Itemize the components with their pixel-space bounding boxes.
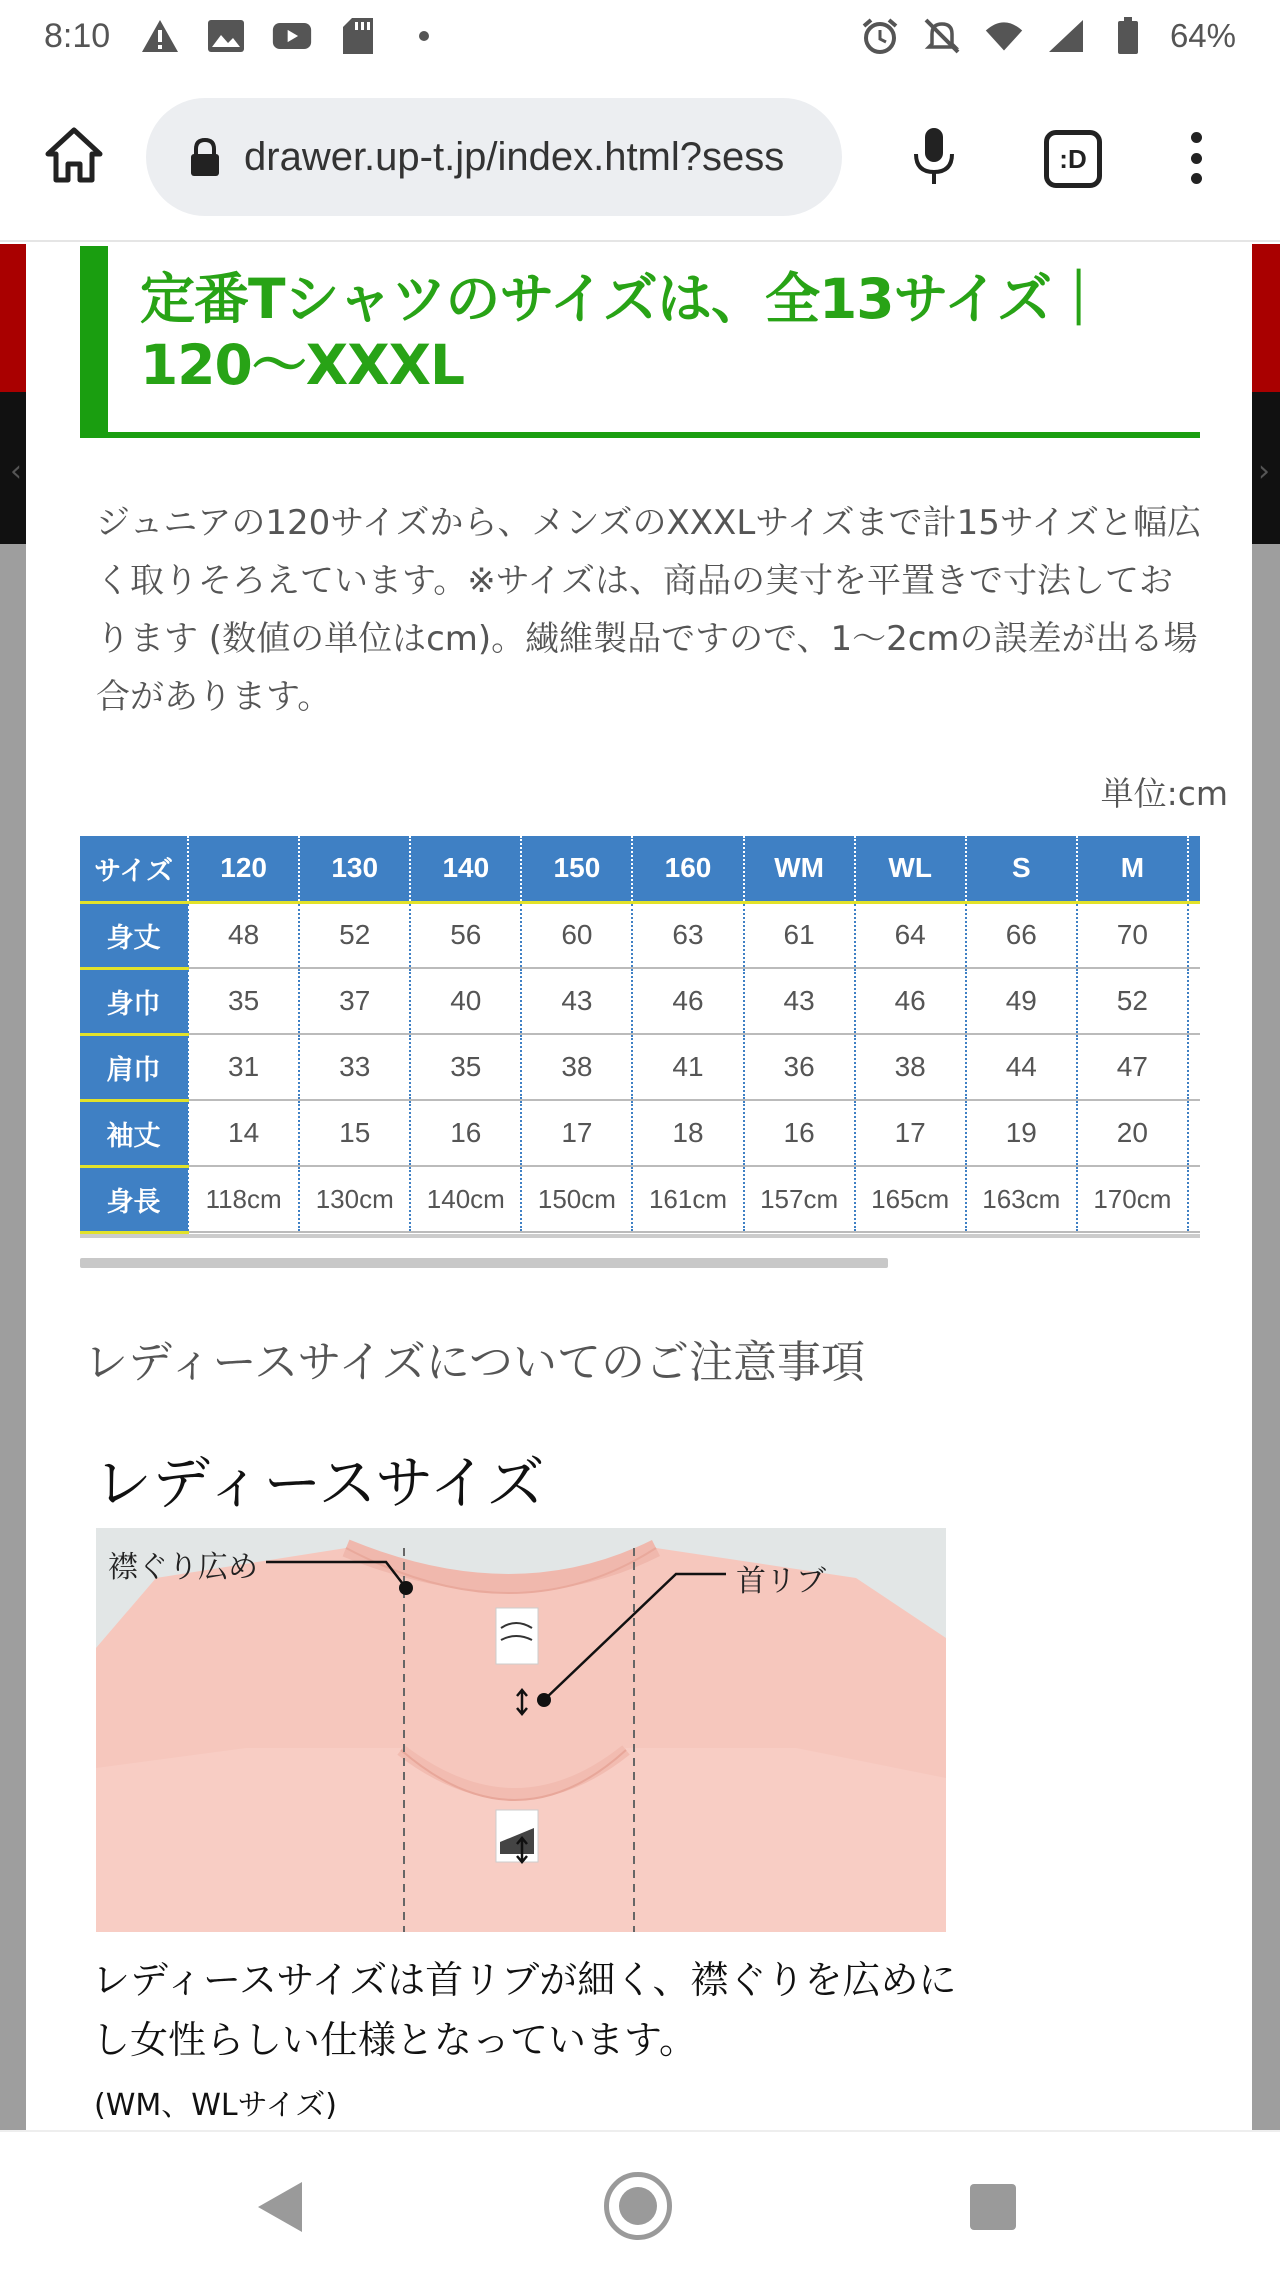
section-heading [80,246,1200,438]
table-cell: 70 [1077,902,1188,968]
row-header: 肩巾 [80,1034,188,1100]
table-cell: 44 [966,1034,1077,1100]
table-cell [1188,1100,1200,1166]
youtube-icon [272,16,312,56]
table-cell: 49 [966,968,1077,1034]
table-cell: 60 [521,902,632,968]
row-header: 身丈 [80,902,188,968]
column-header: 150 [521,836,632,902]
table-cell: 33 [299,1034,410,1100]
signal-icon [1046,16,1086,56]
neckline-label: 襟ぐり広め [108,1550,258,1585]
battery-percentage: 64% [1169,17,1236,54]
ladies-caption-sizes: (WM、WLサイズ) [94,2088,337,2123]
status-bar [0,0,1280,72]
dot-icon [404,16,444,56]
table-cell: 20 [1077,1100,1188,1166]
web-page [0,244,1280,2130]
microphone-icon[interactable] [904,124,964,188]
table-cell: 37 [299,968,410,1034]
alarm-icon [860,16,900,56]
table-cell: 47 [1077,1034,1188,1100]
table-row [80,1100,1200,1166]
row-header: 袖丈 [80,1100,188,1166]
column-header: WM [744,836,855,902]
table-cell: 170cm [1077,1166,1188,1232]
ladies-caption: レディースサイズは首リブが細く、襟ぐりを広めにし女性らしい仕様となっています。 [92,1958,957,2062]
mute-icon [922,16,962,56]
unit-label: 単位:cm [1100,774,1228,813]
sd-card-icon [338,16,378,56]
table-cell: 48 [188,902,299,968]
table-cell: 41 [632,1034,743,1100]
column-header: WL [855,836,966,902]
table-corner-header: サイズ [80,836,188,902]
back-icon[interactable] [256,2180,304,2238]
tab-switcher-button[interactable]: :D [1044,130,1102,188]
address-bar[interactable] [146,98,842,216]
table-cell: 38 [521,1034,632,1100]
table-cell: 56 [410,902,521,968]
image-icon [206,16,246,56]
table-cell: 35 [188,968,299,1034]
column-header [1188,836,1200,902]
table-cell: 38 [855,1034,966,1100]
table-cell: 14 [188,1100,299,1166]
row-header: 身長 [80,1166,188,1232]
table-header-row [80,836,1200,902]
neck-rib-label: 首リブ [736,1564,826,1599]
column-header: S [966,836,1077,902]
table-cell: 40 [410,968,521,1034]
section-heading-text: 定番Tシャツのサイズは、全13サイズ｜120〜XXXL [140,267,1106,397]
table-cell: 52 [1077,968,1188,1034]
table-cell: 16 [744,1100,855,1166]
table-cell: 18 [632,1100,743,1166]
ladies-size-title: レディースサイズ [94,1449,545,1517]
column-header: 140 [410,836,521,902]
table-cell: 118cm [188,1166,299,1232]
table-cell: 46 [855,968,966,1034]
table-cell: 43 [521,968,632,1034]
table-cell [1188,968,1200,1034]
table-cell: 19 [966,1100,1077,1166]
battery-icon [1108,16,1148,56]
status-time: 8:10 [44,16,111,55]
chevron-left-icon[interactable]: ‹ [10,454,22,489]
recent-apps-icon[interactable] [970,2184,1016,2230]
lock-icon [188,137,222,177]
table-cell: 140cm [410,1166,521,1232]
table-cell: 15 [299,1100,410,1166]
row-header: 身巾 [80,968,188,1034]
size-description: ジュニアの120サイズから、メンズのXXXLサイズまで計15サイズと幅広く取りそろえています。※サイズは、商品の実寸を平置きで寸法しております (数値の単位はcm)。繊維製品ですので、1〜2cmの誤差が出る場合があります。 [96,503,1202,717]
table-cell: 16 [410,1100,521,1166]
wifi-icon [984,16,1024,56]
home-icon[interactable] [42,124,106,188]
table-cell: 46 [632,968,743,1034]
url-text: drawer.up-t.jp/index.html?sess [244,134,785,179]
table-row [80,902,1200,968]
table-cell: 150cm [521,1166,632,1232]
android-navigation-bar [0,2130,1280,2276]
table-cell: 31 [188,1034,299,1100]
table-cell [1188,1034,1200,1100]
column-header: 130 [299,836,410,902]
size-table[interactable] [80,836,1200,1238]
table-row [80,1034,1200,1100]
ladies-tshirt-photo [96,1528,946,1932]
table-cell: 61 [744,902,855,968]
column-header: 120 [188,836,299,902]
table-horizontal-scrollbar[interactable] [80,1258,888,1268]
table-cell: 63 [632,902,743,968]
home-button-icon[interactable] [604,2172,672,2240]
table-cell [1188,1166,1200,1232]
table-cell: 157cm [744,1166,855,1232]
table-cell: 17 [855,1100,966,1166]
table-cell: 36 [744,1034,855,1100]
table-cell [1188,902,1200,968]
table-cell: 64 [855,902,966,968]
table-cell: 43 [744,968,855,1034]
main-content [26,244,1252,2130]
column-header: 160 [632,836,743,902]
table-cell: 165cm [855,1166,966,1232]
table-cell: 130cm [299,1166,410,1232]
table-cell: 163cm [966,1166,1077,1232]
table-cell: 17 [521,1100,632,1166]
column-header: M [1077,836,1188,902]
table-row [80,968,1200,1034]
table-cell: 52 [299,902,410,968]
warning-icon [140,16,180,56]
table-cell: 35 [410,1034,521,1100]
chevron-right-icon[interactable]: › [1258,454,1270,489]
table-cell: 161cm [632,1166,743,1232]
browser-toolbar [0,72,1280,242]
overflow-menu-icon[interactable] [1176,128,1216,188]
table-row [80,1166,1200,1232]
ladies-note-title: レディースサイズについてのご注意事項 [84,1337,865,1388]
table-cell: 66 [966,902,1077,968]
